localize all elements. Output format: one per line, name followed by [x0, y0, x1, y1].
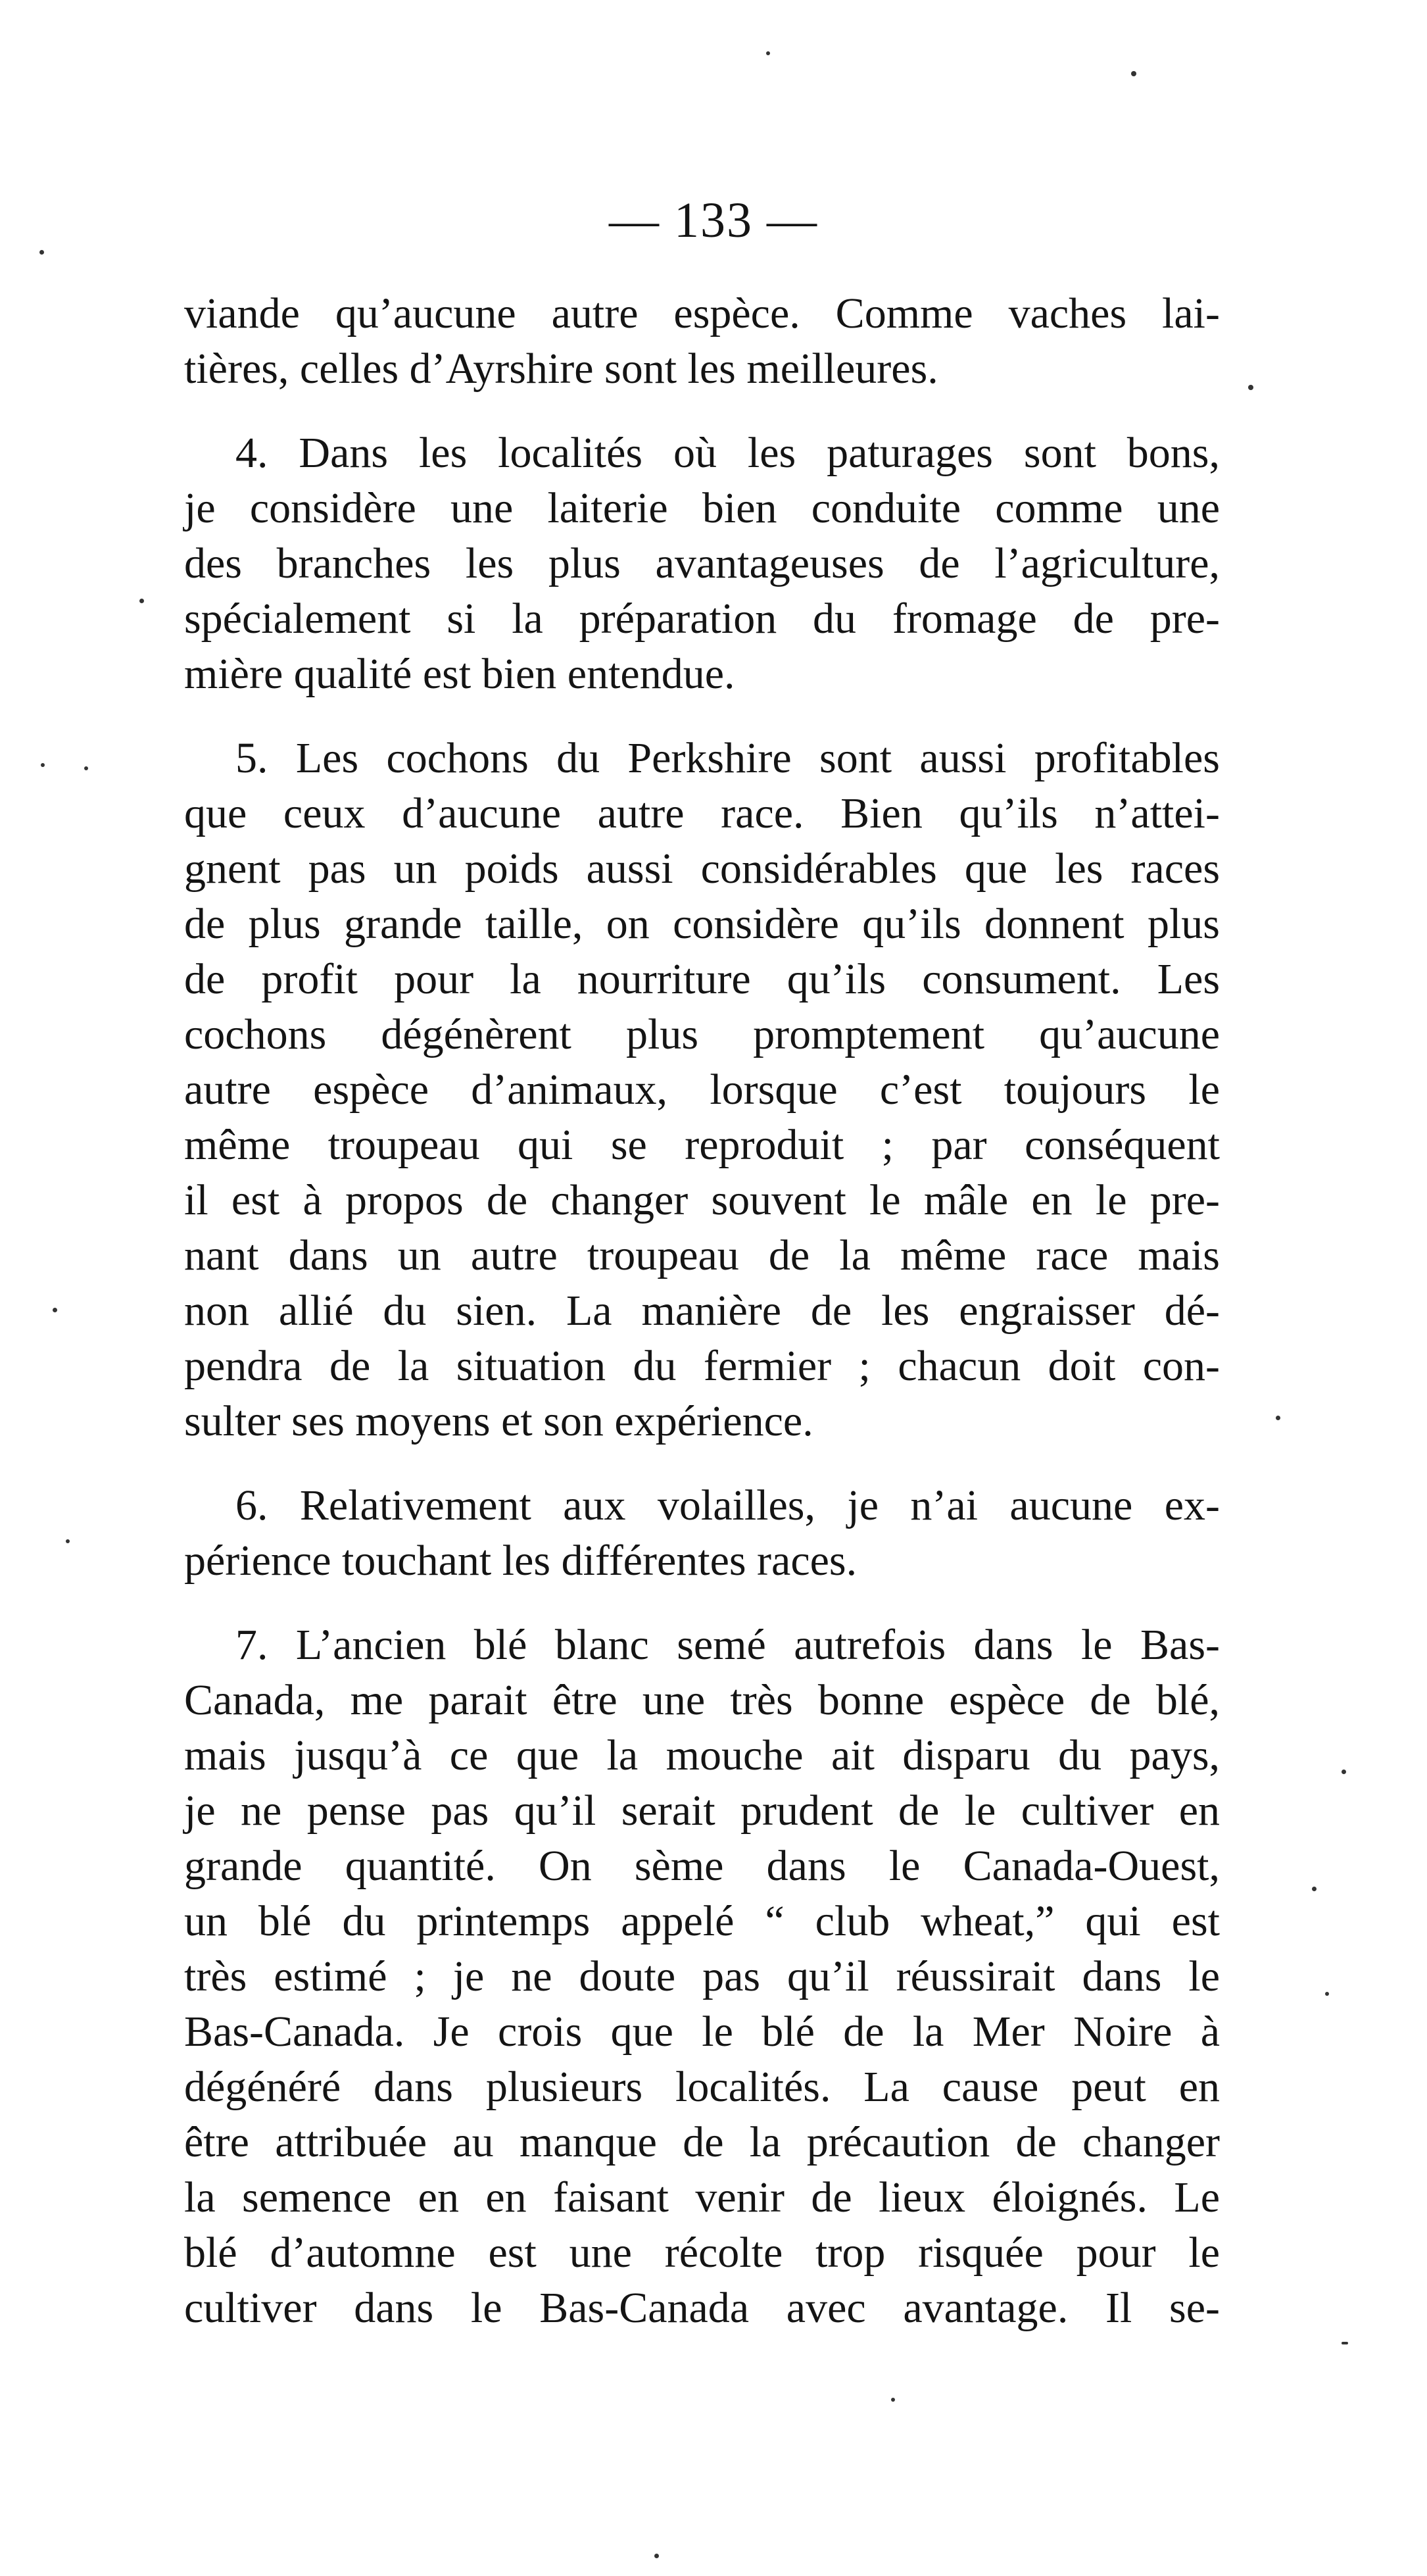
- text-line: la semence en en faisant venir de lieux éloignés. Le: [184, 2173, 1220, 2221]
- text-line: 6. Relativement aux volailles, je n’ai aucune ex-: [235, 1481, 1220, 1529]
- text-line: périence touchant les différentes races.: [184, 1537, 858, 1585]
- text-line: des branches les plus avantageuses de l’agriculture,: [184, 539, 1220, 587]
- scan-speck: [891, 2398, 895, 2402]
- text-line: que ceux d’aucune autre race. Bien qu’ils n’attei-: [184, 789, 1220, 837]
- scan-speck: [1312, 1887, 1317, 1891]
- text-line: viande qu’aucune autre espèce. Comme vaches lai-: [184, 289, 1220, 337]
- scan-speck: [84, 766, 88, 770]
- text-line: 4. Dans les localités où les paturages sont bons,: [235, 429, 1220, 477]
- text-line: grande quantité. On sème dans le Canada-Ouest,: [184, 1842, 1220, 1890]
- text-line: cochons dégénèrent plus promptement qu’aucune: [184, 1010, 1220, 1058]
- scan-speck: [1342, 1770, 1346, 1774]
- text-line: cultiver dans le Bas-Canada avec avantage. Il se-: [184, 2284, 1220, 2332]
- text-line: pendra de la situation du fermier ; chacun doit con-: [184, 1342, 1220, 1390]
- text-line: gnent pas un poids aussi considérables que les races: [184, 845, 1220, 893]
- paragraph-5: [184, 731, 1220, 1449]
- text-line: tières, celles d’Ayrshire sont les meilleures.: [184, 345, 938, 393]
- paragraph-7: [184, 1618, 1220, 2336]
- text-line: mière qualité est bien entendue.: [184, 650, 735, 698]
- text-line: sulter ses moyens et son expérience.: [184, 1397, 813, 1445]
- text-line: Canada, me parait être une très bonne espèce de blé,: [184, 1676, 1220, 1724]
- text-line: de profit pour la nourriture qu’ils consument. Les: [184, 955, 1220, 1003]
- text-line: spécialement si la préparation du fromage de pre-: [184, 595, 1220, 643]
- scan-speck: [766, 51, 770, 55]
- text-line: même troupeau qui se reproduit ; par conséquent: [184, 1121, 1220, 1169]
- text-line: il est à propos de changer souvent le mâle en le pre-: [184, 1176, 1220, 1224]
- text-line: mais jusqu’à ce que la mouche ait disparu du pays,: [184, 1731, 1220, 1779]
- text-line: 7. L’ancien blé blanc semé autrefois dans le Bas-: [235, 1621, 1220, 1669]
- page-number: — 133 —: [609, 193, 818, 248]
- text-line: je considère une laiterie bien conduite comme une: [184, 484, 1220, 532]
- text-line: nant dans un autre troupeau de la même race mais: [184, 1231, 1220, 1279]
- text-line: dégénéré dans plusieurs localités. La cause peut en: [184, 2063, 1220, 2111]
- scan-speck: [1276, 1416, 1280, 1420]
- text-line: je ne pense pas qu’il serait prudent de le cultiver en: [184, 1787, 1220, 1835]
- scan-speck: [41, 763, 45, 767]
- scan-speck: [53, 1308, 57, 1312]
- paragraph-continuation: [184, 286, 1220, 397]
- scan-speck: [1131, 71, 1136, 76]
- scan-speck: [139, 599, 144, 603]
- text-line: non allié du sien. La manière de les engraisser dé-: [184, 1287, 1220, 1335]
- scan-speck: [1342, 2342, 1348, 2344]
- scan-speck: [1248, 385, 1253, 390]
- text-line: très estimé ; je ne doute pas qu’il réussirait dans le: [184, 1952, 1220, 2000]
- scan-speck: [1325, 1992, 1329, 1996]
- scan-speck: [654, 2554, 659, 2558]
- text-line: Bas-Canada. Je crois que le blé de la Mer Noire à: [184, 2008, 1220, 2056]
- text-line: un blé du printemps appelé “ club wheat,” qui est: [184, 1897, 1220, 1945]
- paragraph-4: [184, 426, 1220, 702]
- text-line: de plus grande taille, on considère qu’ils donnent plus: [184, 900, 1220, 948]
- text-line: être attribuée au manque de la précaution de changer: [184, 2118, 1220, 2166]
- text-line: autre espèce d’animaux, lorsque c’est toujours le: [184, 1066, 1220, 1114]
- paragraph-6: [184, 1478, 1220, 1589]
- text-line: 5. Les cochons du Perkshire sont aussi profitables: [235, 734, 1220, 782]
- scan-speck: [39, 250, 44, 255]
- body-text: [184, 286, 1220, 2336]
- text-line: blé d’automne est une récolte trop risquée pour le: [184, 2229, 1220, 2277]
- scan-speck: [66, 1539, 70, 1543]
